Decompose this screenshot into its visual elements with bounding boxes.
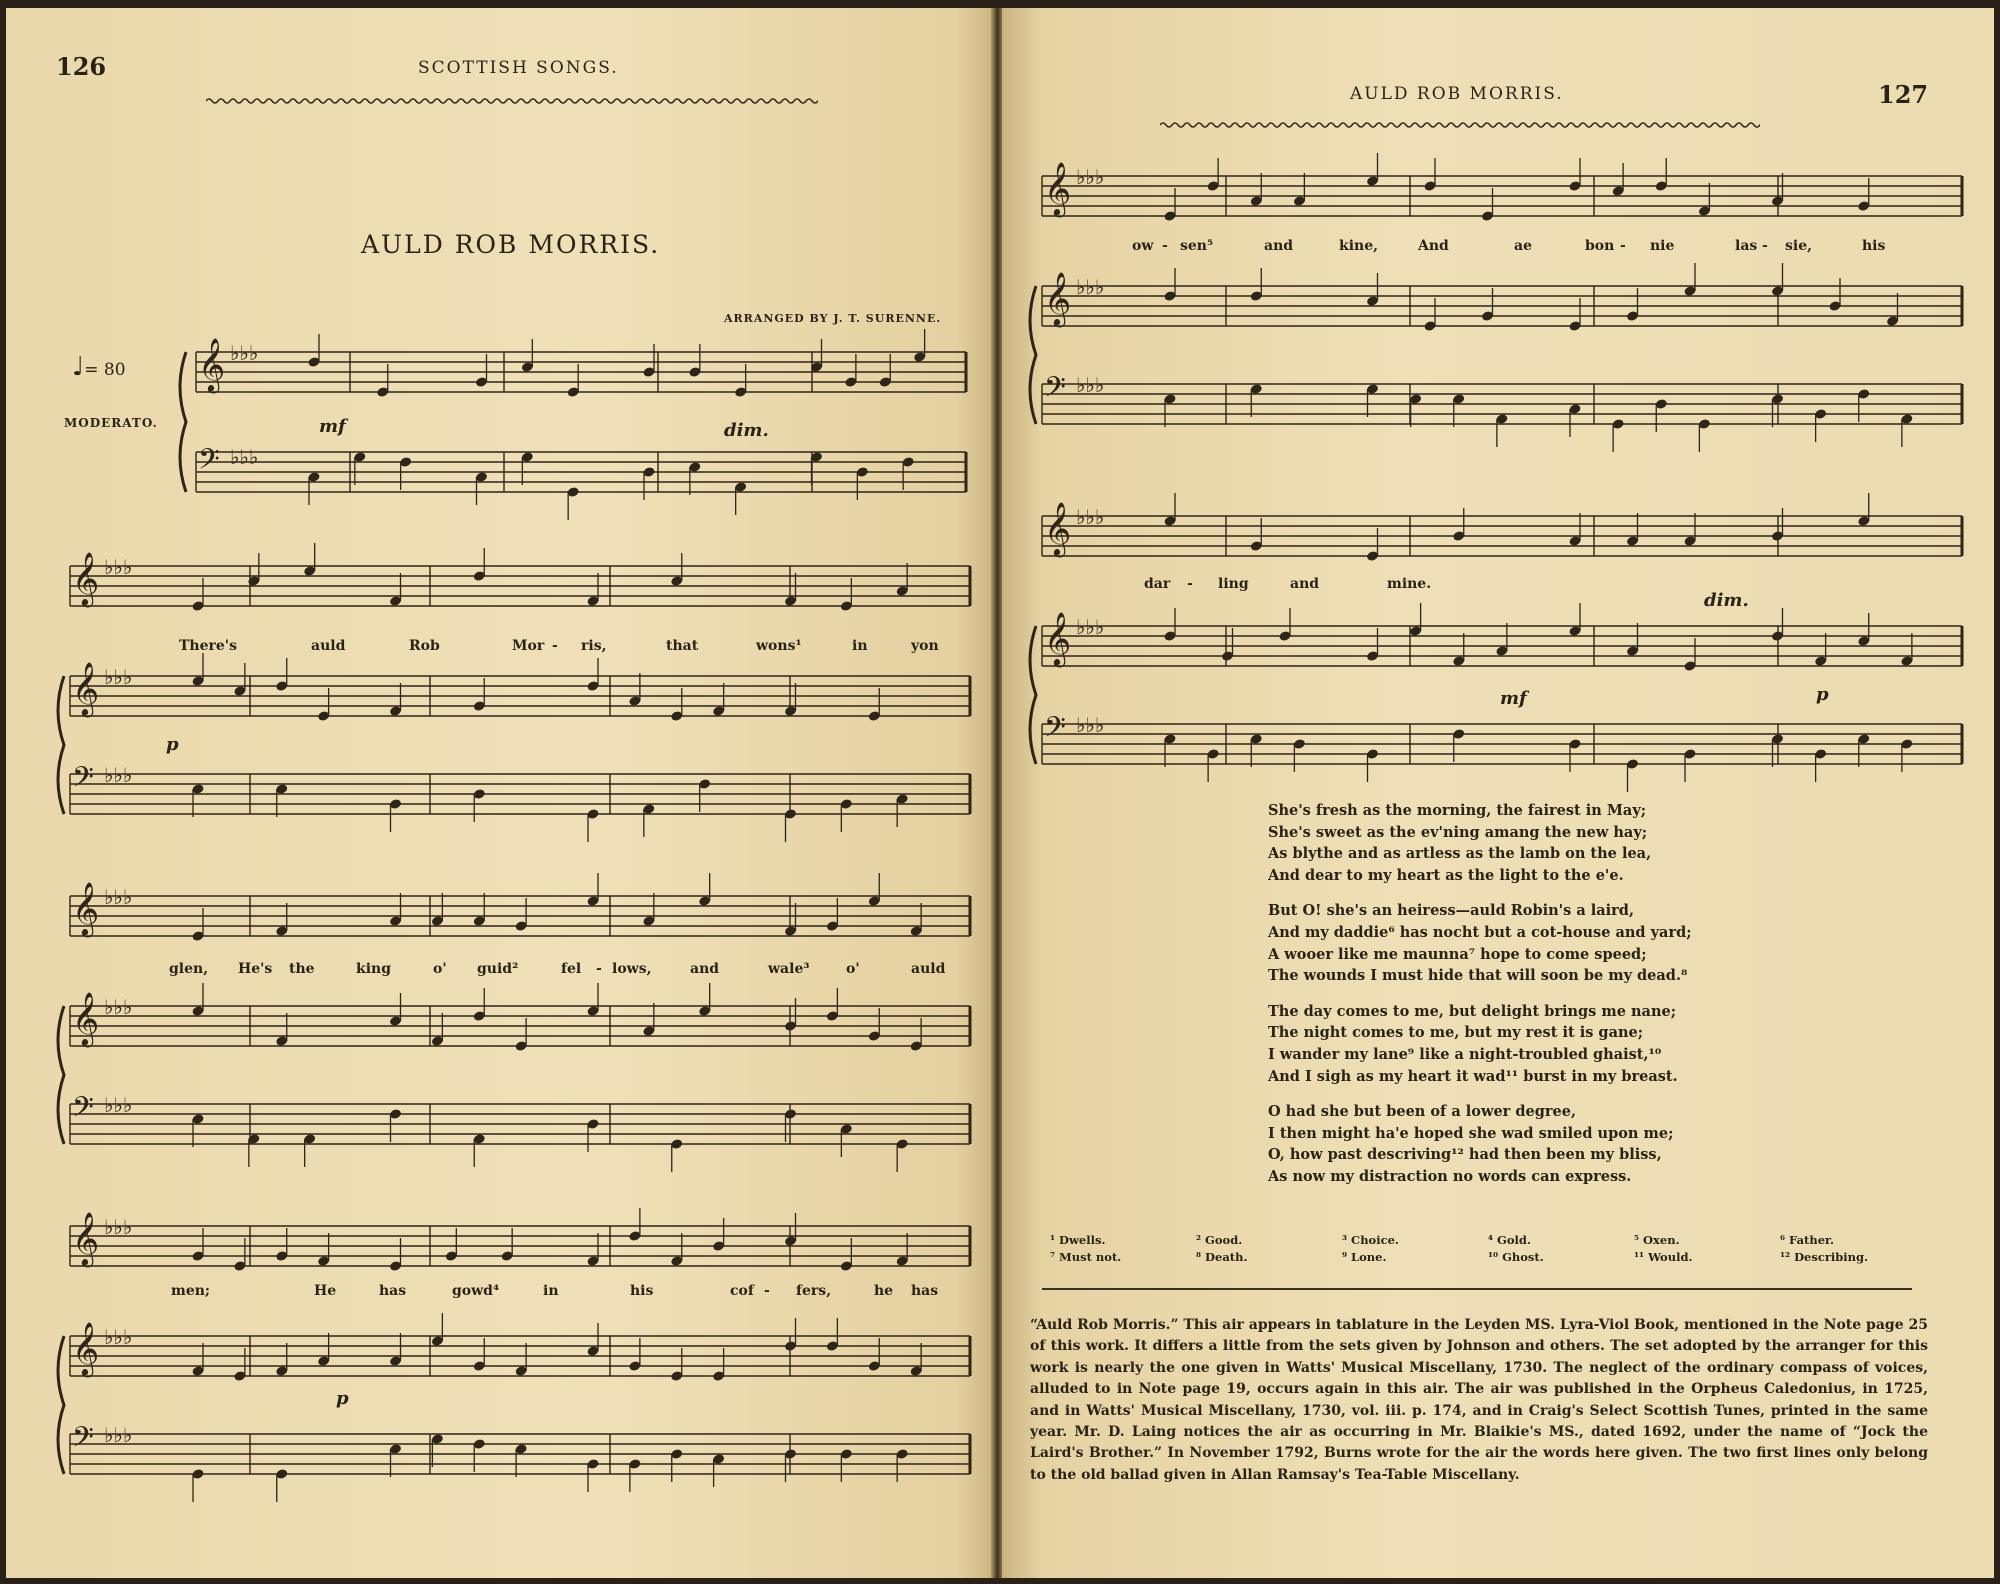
lyric-syllable: ae — [1514, 238, 1532, 254]
treble-staff — [70, 653, 970, 722]
running-head: AULD ROB MORRIS. — [1350, 84, 1564, 104]
dynamic-mf: mf — [319, 416, 346, 437]
svg-text:♭♭♭: ♭♭♭ — [104, 1215, 133, 1239]
lyric-syllable: ling — [1218, 576, 1249, 592]
voice-staff — [70, 1208, 970, 1272]
divider-rule — [1042, 1288, 1912, 1290]
treble-staff — [70, 983, 970, 1052]
verse-line: And my daddie⁶ has nocht but a cot-house and yard; — [1268, 923, 1692, 941]
dynamic-p: p — [336, 1388, 349, 1409]
svg-text:𝄞: 𝄞 — [72, 551, 100, 605]
lyric-syllable: sie, — [1785, 238, 1812, 254]
lyric-syllable: - — [1762, 238, 1768, 254]
music-system-1 — [60, 548, 980, 848]
verse-stanza — [1268, 800, 1788, 886]
footnote: ¹ Dwells. — [1050, 1233, 1106, 1247]
svg-text:𝄢: 𝄢 — [72, 761, 94, 801]
lyric-syllable: has — [379, 1283, 407, 1299]
footnote: ⁹ Lone. — [1342, 1250, 1387, 1264]
dynamic-p: p — [1816, 684, 1829, 705]
historical-note: “Auld Rob Morris.” This air appears in tablature in the Leyden MS. Lyra-Viol Book, mentioned in the Note page 25 of this work. It differs a little from the sets given by Johnson and others. The set adopted by the arranger for this work is nearly the one given in Watts' Musical Miscellany, 1730. The neglect of the ordinary compass of voices, alluded to in Note page 19, occurs again in this air. The air was published in the Orpheus Caledonius, in 1725, and in Watts' Musical Miscellany, 1730, vol. iii. p. 174, and in Craig's Select Scottish Tunes, printed in the same year. Mr. D. Laing notices the air as occurring in Mr. Blaikie's MS., dated 1692, under the name of “Jock the Laird's Brother.” In November 1792, Burns wrote for the air the words here given. The two first lines only belong to the old ballad given in Allan Ramsay's Tea-Table Miscellany. — [1030, 1317, 1928, 1483]
book-spread — [6, 8, 1994, 1578]
verse-line: O had she but been of a lower degree, — [1268, 1103, 1577, 1121]
tempo-value: = 80 — [84, 360, 126, 380]
verse-line: She's fresh as the morning, the fairest in May; — [1268, 802, 1647, 819]
voice-staff — [1042, 493, 1962, 562]
verse-line: But O! she's an heiress—auld Robin's a laird, — [1268, 902, 1634, 920]
footnote: ¹² Describing. — [1780, 1250, 1869, 1264]
lyric-syllable: Mor — [512, 638, 545, 654]
svg-text:𝄢: 𝄢 — [1044, 711, 1066, 751]
lyric-syllable: in — [852, 638, 868, 654]
tempo-marking: ♩= 80 — [72, 352, 126, 382]
wavy-rule — [206, 96, 818, 106]
wavy-rule — [1160, 120, 1760, 130]
lyric-syllable: cof — [730, 1283, 754, 1299]
footnote: ⁸ Death. — [1196, 1250, 1248, 1264]
svg-text:𝄞: 𝄞 — [72, 661, 100, 715]
verse-line: As now my distraction no words can express. — [1268, 1167, 1632, 1185]
lyric-syllable: ow — [1132, 238, 1154, 254]
lyric-syllable: bon — [1585, 238, 1615, 254]
footnote: ² Good. — [1196, 1233, 1243, 1247]
lyric-syllable: king — [356, 961, 391, 977]
lyric-syllable: Rob — [409, 638, 440, 654]
lyric-syllable: wale³ — [768, 961, 810, 977]
lyric-syllable: - — [1187, 576, 1193, 592]
svg-text:♭♭♭: ♭♭♭ — [104, 1423, 133, 1447]
svg-text:𝄢: 𝄢 — [72, 1421, 94, 1461]
lyric-syllable: the — [289, 961, 315, 977]
verse-line: A wooer like me maunna⁷ hope to come speed; — [1268, 945, 1647, 963]
svg-text:♭♭♭: ♭♭♭ — [104, 665, 133, 689]
dynamic-p: p — [166, 734, 179, 755]
footnote-row — [1050, 1249, 1930, 1266]
lyric-syllable: ris, — [581, 638, 607, 654]
svg-text:𝄞: 𝄞 — [72, 991, 100, 1045]
verse-line: I wander my lane⁹ like a night-troubled ghaist,¹⁰ — [1268, 1045, 1662, 1063]
lyric-syllable: has — [911, 1283, 939, 1299]
music-system-2 — [60, 878, 980, 1178]
verse-line: And dear to my heart as the light to the e'e. — [1268, 866, 1624, 884]
treble-staff — [1042, 603, 1962, 672]
footnote: ⁵ Oxen. — [1634, 1233, 1680, 1247]
svg-text:♭♭♭: ♭♭♭ — [1076, 165, 1105, 189]
svg-text:𝄢: 𝄢 — [1044, 371, 1066, 411]
verse-line: The day comes to me, but delight brings me nane; — [1268, 1002, 1677, 1020]
lyric-syllable: o' — [846, 961, 860, 977]
dynamic-dim: dim. — [724, 420, 769, 441]
lyric-syllable: sen⁵ — [1180, 238, 1214, 254]
lyric-syllable: He — [314, 1283, 337, 1299]
verse-block — [1268, 800, 1788, 1202]
lyric-syllable: wons¹ — [756, 638, 802, 654]
svg-text:𝄞: 𝄞 — [1044, 501, 1072, 555]
svg-text:♭♭♭: ♭♭♭ — [104, 885, 133, 909]
verse-line: The night comes to me, but my rest it is gane; — [1268, 1024, 1644, 1042]
lyric-syllable: his — [630, 1283, 654, 1299]
dynamic-dim: dim. — [1704, 590, 1749, 611]
svg-text:𝄞: 𝄞 — [72, 881, 100, 935]
treble-staff — [196, 329, 966, 398]
lyric-syllable: - — [764, 1283, 770, 1299]
svg-text:𝄞: 𝄞 — [72, 1211, 100, 1265]
svg-text:𝄞: 𝄞 — [72, 1321, 100, 1375]
footnote: ⁴ Gold. — [1488, 1233, 1531, 1247]
bass-staff — [70, 761, 970, 842]
lyric-syllable: that — [666, 638, 699, 654]
svg-text:♭♭♭: ♭♭♭ — [1076, 373, 1105, 397]
svg-text:𝄞: 𝄞 — [198, 337, 226, 391]
lyric-syllable: he — [874, 1283, 894, 1299]
right-page — [1002, 8, 1994, 1578]
svg-text:♭♭♭: ♭♭♭ — [230, 341, 259, 365]
voice-staff — [70, 543, 970, 612]
svg-text:♭♭♭: ♭♭♭ — [1076, 505, 1105, 529]
footnote: ¹⁰ Ghost. — [1488, 1250, 1544, 1264]
bass-staff — [70, 1091, 970, 1172]
music-system-5 — [1032, 498, 1972, 798]
lyric-syllable: guid² — [477, 961, 519, 977]
svg-text:𝄞: 𝄞 — [1044, 161, 1072, 215]
lyric-syllable: in — [543, 1283, 559, 1299]
lyric-syllable: fel — [561, 961, 582, 977]
treble-staff — [1042, 263, 1962, 332]
verse-line: And I sigh as my heart it wad¹¹ burst in my breast. — [1268, 1067, 1678, 1085]
svg-text:♭♭♭: ♭♭♭ — [1076, 275, 1105, 299]
footnote-row — [1050, 1232, 1930, 1249]
lyric-syllable: o' — [433, 961, 447, 977]
svg-text:♭♭♭: ♭♭♭ — [104, 763, 133, 787]
svg-text:♭♭♭: ♭♭♭ — [1076, 615, 1105, 639]
lyric-syllable: and — [1290, 576, 1320, 592]
lyric-syllable: and — [690, 961, 720, 977]
bass-staff — [1042, 711, 1962, 792]
lyric-syllable: mine. — [1387, 576, 1432, 592]
page-number: 127 — [1878, 80, 1929, 109]
svg-text:♭♭♭: ♭♭♭ — [104, 555, 133, 579]
svg-text:♭♭♭: ♭♭♭ — [104, 995, 133, 1019]
music-system-intro — [166, 338, 976, 518]
lyric-syllable: his — [1862, 238, 1886, 254]
arranger-credit: ARRANGED BY J. T. SURENNE. — [724, 312, 942, 325]
bass-staff — [196, 443, 966, 520]
lyric-syllable: glen, — [169, 961, 209, 977]
verse-line: The wounds I must hide that will soon be my dead.⁸ — [1268, 967, 1688, 985]
lyric-syllable: dar — [1144, 576, 1171, 592]
footnote: ³ Choice. — [1342, 1233, 1399, 1247]
footnotes — [1050, 1232, 1930, 1266]
svg-text:♭♭♭: ♭♭♭ — [1076, 713, 1105, 737]
lyric-syllable: There's — [179, 638, 237, 654]
svg-text:♭♭♭: ♭♭♭ — [104, 1325, 133, 1349]
tempo-word: MODERATO. — [64, 416, 158, 430]
lyric-syllable: He's — [238, 961, 273, 977]
voice-staff — [70, 873, 970, 942]
svg-text:♭♭♭: ♭♭♭ — [104, 1093, 133, 1117]
verse-line: I then might ha'e hoped she wad smiled upon me; — [1268, 1124, 1674, 1142]
lyric-syllable: kine, — [1339, 238, 1378, 254]
page-number: 126 — [56, 52, 107, 81]
lyric-syllable: yon — [911, 638, 939, 654]
bass-staff — [1042, 371, 1962, 452]
lyric-syllable: las — [1735, 238, 1758, 254]
verse-line: O, how past descriving¹² had then been my bliss, — [1268, 1146, 1662, 1164]
voice-staff — [1042, 153, 1962, 222]
song-title: AULD ROB MORRIS. — [361, 230, 661, 259]
lyric-syllable: - — [1620, 238, 1626, 254]
svg-text:𝄢: 𝄢 — [72, 1091, 94, 1131]
lyric-syllable: nie — [1650, 238, 1675, 254]
bass-staff — [70, 1421, 970, 1502]
lyric-syllable: auld — [911, 961, 946, 977]
lyric-syllable: fers, — [796, 1283, 832, 1299]
verse-stanza — [1268, 900, 1788, 986]
lyric-syllable: gowd⁴ — [452, 1283, 500, 1299]
lyric-syllable: - — [1162, 238, 1168, 254]
lyric-syllable: men; — [171, 1283, 211, 1299]
lyric-syllable: auld — [311, 638, 346, 654]
footnote: ⁶ Father. — [1780, 1233, 1835, 1247]
music-system-3 — [60, 1208, 980, 1508]
running-head: SCOTTISH SONGS. — [418, 58, 619, 78]
svg-text:𝄢: 𝄢 — [198, 443, 220, 483]
footnote: ¹¹ Would. — [1634, 1250, 1693, 1264]
verse-line: As blythe and as artless as the lamb on the lea, — [1268, 845, 1652, 863]
lyric-syllable: - — [552, 638, 558, 654]
lyric-syllable: And — [1418, 238, 1449, 254]
verse-stanza — [1268, 1001, 1788, 1087]
svg-text:𝄞: 𝄞 — [1044, 271, 1072, 325]
lyric-syllable: and — [1264, 238, 1294, 254]
footnote: ⁷ Must not. — [1050, 1250, 1122, 1264]
verse-stanza — [1268, 1101, 1788, 1187]
music-system-4 — [1032, 158, 1972, 458]
lyric-syllable: - — [596, 961, 602, 977]
left-page — [6, 8, 996, 1578]
treble-staff — [70, 1313, 970, 1382]
verse-line: She's sweet as the ev'ning amang the new hay; — [1268, 823, 1648, 841]
svg-text:♭♭♭: ♭♭♭ — [230, 445, 259, 469]
lyric-syllable: lows, — [612, 961, 652, 977]
dynamic-mf: mf — [1500, 688, 1527, 709]
svg-text:𝄞: 𝄞 — [1044, 611, 1072, 665]
